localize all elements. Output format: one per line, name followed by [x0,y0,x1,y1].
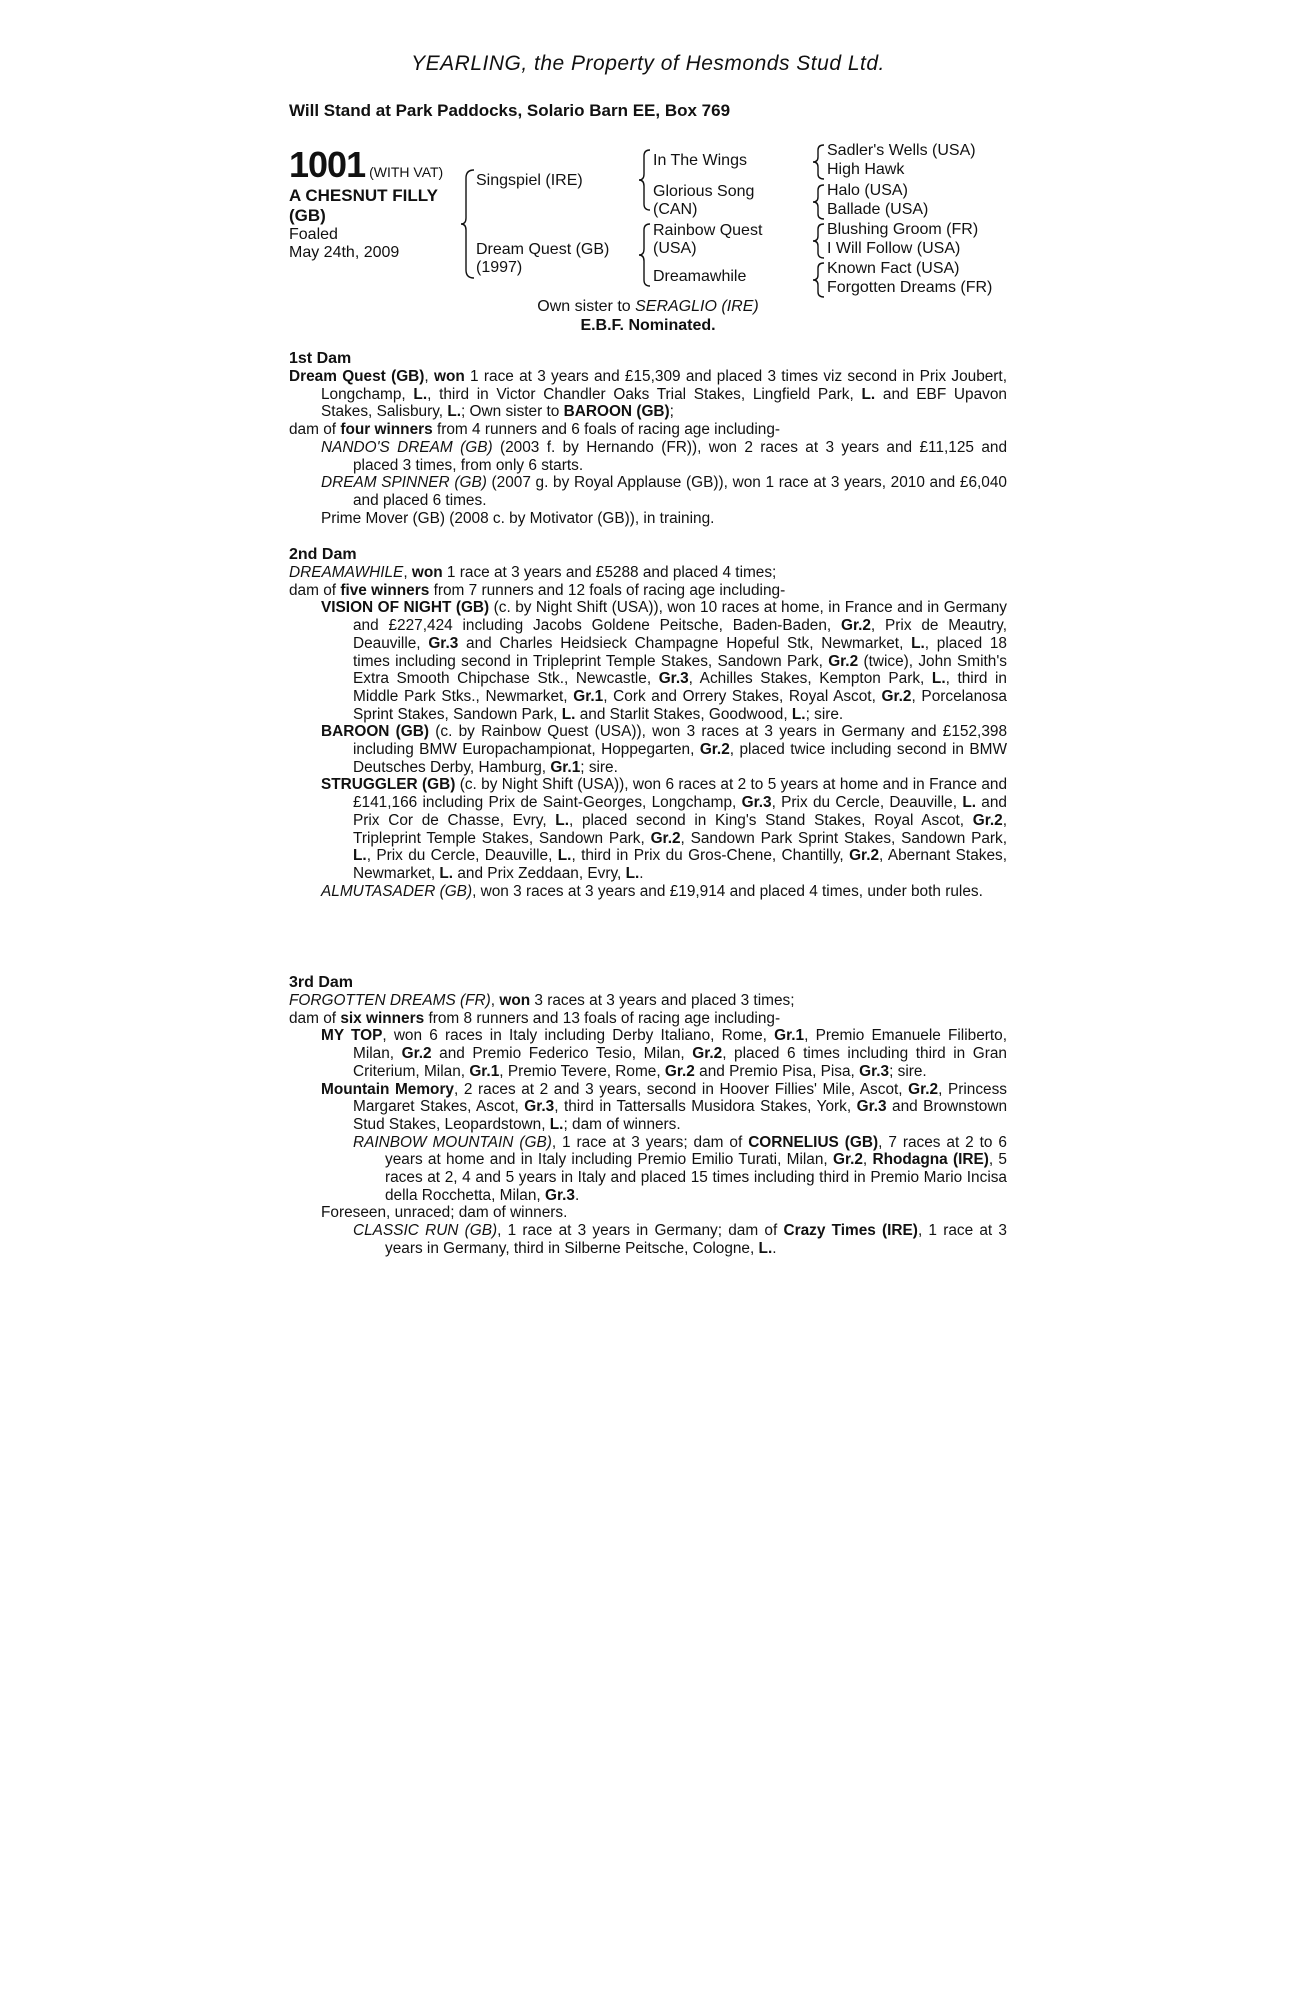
third-dam-name: FORGOTTEN DREAMS (FR) [289,992,491,1009]
produce-entry [289,883,1007,901]
own-sister-note [289,298,1007,316]
horse-name: Crazy Times (IRE) [783,1222,918,1240]
grade-label: Gr.2 [972,811,1003,829]
text-run: and Premio Pisa, Pisa, [694,1062,860,1080]
winners-count: six winners [340,1009,425,1027]
grade-label: Gr.3 [856,1098,887,1116]
text-run: , placed twice including second in BMW Deutsches Derby, Hamburg, [353,741,1007,776]
lot-number: 1001 [289,144,366,185]
pedigree-gg-3: Halo (USA) [827,182,908,199]
winners-count: four winners [340,421,433,439]
text-run: (c. by Night Shift (USA)), won 6 races at 2 to 5 years at home and in France and £141,166 including Prix de Saint-Georges, Longchamp, [353,776,1008,812]
brace-gg-2 [812,183,826,221]
pedigree-gg-7: Known Fact (USA) [827,260,960,277]
text-run: , placed 6 times including third in Gran Criterium, Milan, [353,1045,1007,1080]
grade-label: L. [447,403,461,421]
pedigree-sire-sire: In The Wings [653,152,747,169]
brace-dam-parents [638,222,652,288]
second-dam-produce [289,582,1007,600]
grade-label: Gr.2 [828,652,859,670]
brace-gg-3 [812,222,826,260]
text-run: , 1 race at 3 years; dam of [551,1133,749,1151]
lot-number-line [289,144,479,186]
grade-label: L. [549,1115,564,1133]
text-run: from 7 runners and 12 foals of racing age including- [429,581,786,599]
text-run: , Achilles Stakes, Kempton Park, [688,670,932,688]
stand-location: Will Stand at Park Paddocks, Solario Barn EE, Box 769 [289,101,731,120]
produce-entry [289,474,1007,509]
grade-label: L. [413,385,428,403]
brace-sire-dam [460,168,476,280]
foaled-label: Foaled [289,226,338,243]
third-dam-heading: 3rd Dam [289,974,354,991]
text-run: ; dam of winners. [563,1115,681,1133]
pedigree-dam: Dream Quest (GB) [476,241,610,258]
text-run: and EBF Upavon Stakes, Salisbury, [321,385,1007,421]
third-dam-section [289,974,1007,1258]
text-run: 3 races at 3 years and placed 3 times; [530,992,795,1009]
won-label: won [499,992,531,1009]
text-run: , third in Middle Park Stks., Newmarket, [353,670,1007,705]
text-run: , won 3 races at 3 years and £19,914 and placed 4 times, under both rules. [472,882,983,900]
grade-label: Gr.1 [469,1062,500,1080]
text-run: (2003 f. by Hernando (FR)), won 2 races at 3 years and £11,125 and placed 3 times, from only 6 starts. [353,438,1007,474]
lot-identity [289,144,479,262]
grade-label: Gr.2 [881,687,912,705]
grade-label: Gr.3 [658,670,689,688]
grade-label: L. [439,864,454,882]
grade-label: Gr.3 [741,794,772,812]
vat-note: (WITH VAT) [369,164,444,180]
text-run: ; Own sister to [461,403,564,421]
text-run: ; sire. [889,1062,927,1080]
text-run: , 1 race at 3 years in Germany, third in Silberne Peitsche, Cologne, [385,1222,1007,1257]
text-run: . [772,1239,777,1257]
text-run: ; sire. [805,705,844,723]
pedigree-gg-2: High Hawk [827,161,905,178]
own-sister-prefix: Own sister to [537,298,636,315]
third-dam-produce [289,1010,1007,1028]
text-run: and Prix Cor de Chasse, Evry, [353,794,1007,829]
pedigree-gg-1: Sadler's Wells (USA) [827,142,976,159]
horse-origin: (GB) [289,206,326,225]
produce-entry [289,599,1007,723]
grade-label: L. [911,634,925,652]
text-run: (twice), John Smith's Extra Smooth Chipchase Stk., Newcastle, [353,652,1007,688]
horse-name: RAINBOW MOUNTAIN (GB) [353,1133,552,1151]
brace-sire-parents [638,148,652,212]
horse-name: ALMUTASADER (GB) [321,882,473,900]
pedigree-dam-year: (1997) [476,259,523,276]
text-run: from 8 runners and 13 foals of racing age including- [424,1009,781,1027]
won-label: won [411,564,443,581]
text-run: , 5 races at 2, 4 and 5 years in Italy and placed 15 times including third in Premio Mario Incisa della Rocchetta, Milan, [385,1151,1007,1204]
brace-gg-4 [812,261,826,299]
horse-name: CLASSIC RUN (GB) [353,1222,498,1240]
horse-description: A CHESNUT FILLY [289,186,438,205]
pedigree-sire-dam: Glorious Song [653,183,755,200]
text-run: , 1 race at 3 years in Germany; dam of [497,1222,784,1240]
grade-label: Gr.2 [650,829,681,847]
text-run: , Premio Emanuele Filiberto, Milan, [353,1027,1008,1063]
pedigree-dam-sire: Rainbow Quest [653,222,763,239]
brace-gg-1 [812,143,826,181]
text-run: , Prix du Cercle, Deauville, [366,847,558,865]
text-run: , 7 races at 2 to 6 years at home and in Italy including Premio Emilio Turati, Milan, [385,1133,1007,1169]
text-run: dam of [289,1009,341,1027]
grade-label: Gr.2 [832,1151,863,1169]
third-dam-record: FORGOTTEN DREAMS (FR), won 3 races at 3 years and placed 3 times; [289,992,795,1009]
text-run: , placed 18 times including second in Tripleprint Temple Stakes, Sandown Park, [353,634,1007,670]
page-title: YEARLING, the Property of Hesmonds Stud Ltd. [411,52,885,75]
grade-label: L. [353,847,367,865]
text-run: and Charles Heidsieck Champagne Hopeful Stk, Newmarket, [458,634,912,652]
pedigree-dam-dam: Dreamawhile [653,268,747,285]
text-run: , Cork and Orrery Stakes, Royal Ascot, [603,687,882,705]
first-dam-record: Dream Quest (GB), won 1 race at 3 years and £15,309 and placed 3 times viz second in Prix Joubert, Longchamp, L., third in Victor Chandler Oaks Trial Stakes, Lingfield Park, L. and EBF Upavon Stakes, Salisbury, L.; Own sister to BAROON (GB); [289,368,1007,421]
text-run: , third in Tattersalls Musidora Stakes, York, [554,1098,857,1116]
horse-name: Mountain Memory [321,1080,454,1098]
horse-name: NANDO'S DREAM (GB) [321,438,493,456]
text-run: , won 6 races in Italy including Derby Italiano, Rome, [382,1027,775,1045]
text-run: , Premio Tevere, Rome, [499,1062,665,1080]
grade-label: L. [557,847,572,865]
text-run: from 4 runners and 6 foals of racing age including- [432,421,781,439]
grade-label: Gr.2 [401,1045,432,1063]
horse-name: STRUGGLER (GB) [321,776,456,794]
second-dam-section [289,546,1007,900]
text-run: , placed second in King's Stand Stakes, Royal Ascot, [568,811,973,829]
text-run: 1 race at 3 years and £5288 and placed 4 times; [442,564,777,581]
grade-label: Gr.2 [699,741,730,759]
sister-of-name: BAROON (GB) [563,403,670,421]
pedigree-gg-5: Blushing Groom (FR) [827,221,979,238]
first-dam-name: Dream Quest (GB) [289,368,425,385]
text-run: , third in Prix du Gros-Chene, Chantilly, [571,847,850,865]
ebf-note: E.B.F. Nominated. [580,317,716,334]
produce-entry [289,1027,1007,1080]
grade-label: L. [861,385,876,403]
text-run: , Princess Margaret Stakes, Ascot, [353,1080,1007,1116]
text-run: , 2 races at 2 and 3 years, second in Hoover Fillies' Mile, Ascot, [454,1080,909,1098]
winners-count: five winners [340,581,430,599]
text-run: ; sire. [580,758,618,776]
text-run: . [574,1186,580,1204]
text-run: dam of [289,581,341,599]
grade-label: Gr.2 [849,847,880,865]
grade-label: L. [791,705,806,723]
text-run: and Premio Federico Tesio, Milan, [431,1045,693,1063]
text-run: , Porcelanosa Sprint Stakes, Sandown Park, [353,687,1007,723]
text-run: , third in Victor Chandler Oaks Trial Stakes, Lingfield Park, [427,385,862,403]
text-run: , Sandown Park Sprint Stakes, Sandown Park, [680,829,1008,847]
grade-label: Gr.3 [428,634,459,652]
produce-entry [289,1222,1007,1257]
grade-label: L. [555,811,569,829]
won-label: won [433,368,465,385]
text-run: and Prix Zeddaan, Evry, [453,864,626,882]
grade-label: L. [931,670,946,688]
grade-label: Gr.2 [664,1062,695,1080]
produce-entry [289,776,1007,882]
first-dam-heading: 1st Dam [289,350,352,367]
text-run: , [862,1151,873,1169]
grade-label: Gr.3 [524,1098,555,1116]
produce-entry: Prime Mover (GB) (2008 c. by Motivator (GB)), in training. [321,509,715,527]
produce-entry [289,723,1007,776]
text-run: , Tripleprint Temple Stakes, Sandown Park, [353,811,1007,847]
pedigree-dam-sire-origin: (USA) [653,240,697,257]
horse-name: Rhodagna (IRE) [872,1151,989,1169]
grade-label: L. [625,864,640,882]
grade-label: Gr.1 [550,758,581,776]
grade-label: Gr.3 [544,1186,575,1204]
text-run: . [639,864,644,882]
grade-label: L. [758,1239,773,1257]
text-run: , Prix de Meautry, Deauville, [353,617,1007,652]
first-dam-produce [289,421,1007,439]
grade-label: Gr.2 [908,1080,939,1098]
text-run: , Abernant Stakes, Newmarket, [353,847,1007,882]
first-dam-section [289,350,1007,527]
text-run: 1 race at 3 years and £15,309 and placed 3 times viz second in Prix Joubert, Longchamp, [321,368,1007,403]
text-run: dam of [289,421,341,439]
text-run: (c. by Night Shift (USA)), won 10 races at home, in France and in Germany and £227,424 including Jacobs Goldene Peitsche, Baden-Baden, [353,599,1007,635]
grade-label: Gr.1 [573,687,604,705]
second-dam-heading: 2nd Dam [289,546,357,563]
horse-name: CORNELIUS (GB) [748,1133,879,1151]
horse-name: MY TOP [321,1027,383,1045]
text-run: (c. by Rainbow Quest (USA)), won 3 races at 3 years in Germany and £152,398 including BMW Europachampionat, Hoppegarten, [353,723,1007,759]
grade-label: Gr.3 [859,1062,890,1080]
grade-label: L. [561,705,576,723]
text-run: , Prix du Cercle, Deauville, [771,794,963,812]
pedigree-gg-4: Ballade (USA) [827,201,929,218]
pedigree-gg-8: Forgotten Dreams (FR) [827,279,993,296]
horse-name: BAROON (GB) [321,723,429,741]
produce-entry [289,1081,1007,1134]
own-sister-name: SERAGLIO (IRE) [635,298,759,315]
grade-label: Gr.2 [840,617,871,635]
text-run: and Starlit Stakes, Goodwood, [575,705,792,723]
produce-entry [289,1134,1007,1205]
horse-name: DREAM SPINNER (GB) [321,474,487,492]
pedigree-gg-6: I Will Follow (USA) [827,240,961,257]
grade-label: Gr.1 [774,1027,805,1045]
text-run: and Brownstown Stud Stakes, Leopardstown, [353,1098,1008,1133]
produce-entry [289,439,1007,474]
produce-entry: Foreseen, unraced; dam of winners. [321,1204,568,1222]
horse-name: VISION OF NIGHT (GB) [321,599,490,617]
second-dam-name: DREAMAWHILE [289,564,404,581]
pedigree-sire-dam-origin: (CAN) [653,201,698,218]
text-run: (2007 g. by Royal Applause (GB)), won 1 race at 3 years, 2010 and £6,040 and placed 6 times. [353,474,1007,509]
foaled-date: May 24th, 2009 [289,244,400,261]
grade-label: Gr.2 [692,1045,723,1063]
pedigree-sire: Singspiel (IRE) [476,172,583,189]
grade-label: L. [962,794,976,812]
second-dam-record: DREAMAWHILE, won 1 race at 3 years and £5288 and placed 4 times; [289,564,777,581]
